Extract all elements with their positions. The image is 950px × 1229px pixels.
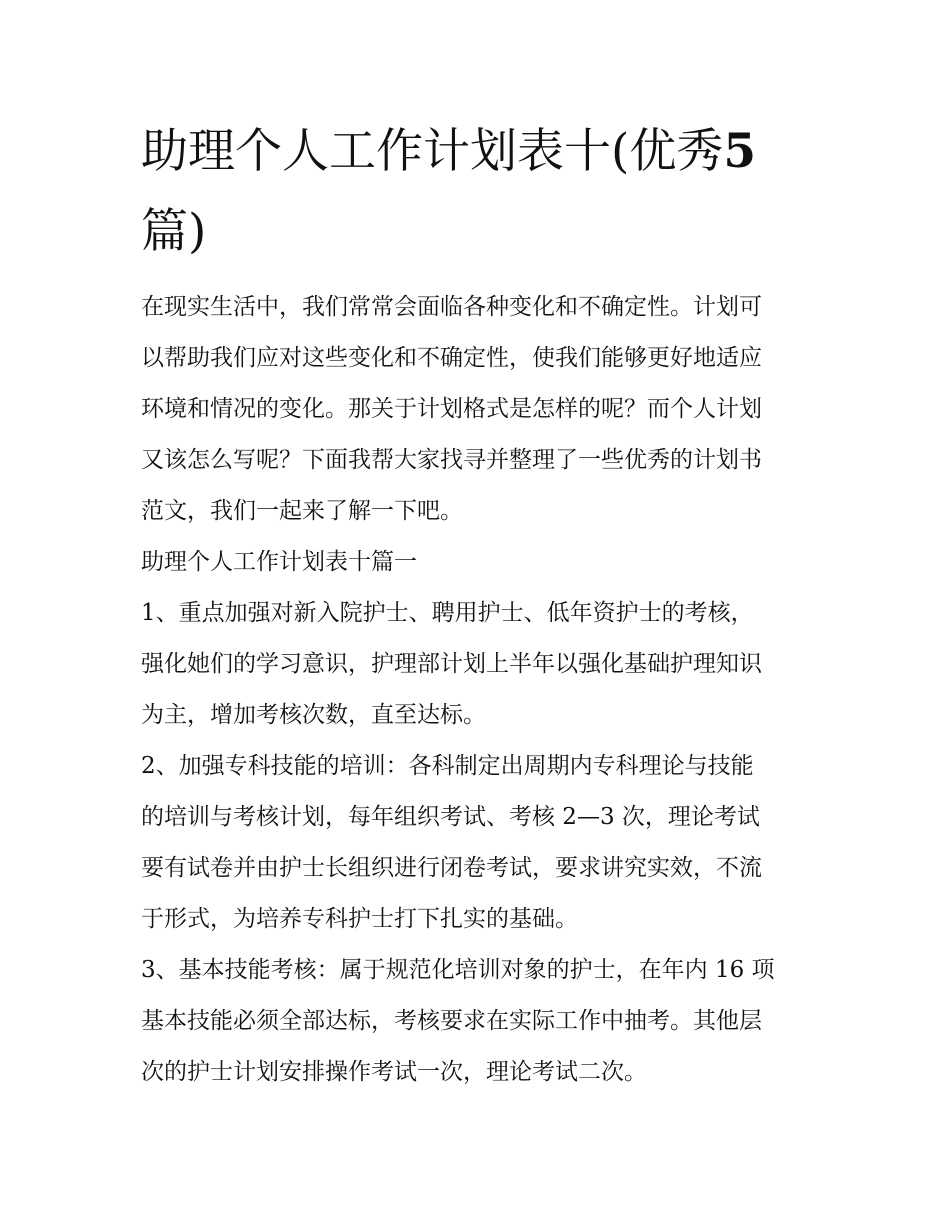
list-item-1 [141,588,821,741]
title-text-part1: 助理个人工作计划表十(优秀 [141,124,724,179]
list-item-line: 的培训与考核计划，每年组织考试、考核 2—3 次，理论考试 [141,804,760,830]
intro-line: 又该怎么写呢？下面我帮大家找寻并整理了一些优秀的计划书 [141,447,762,473]
intro-line: 环境和情况的变化。那关于计划格式是怎样的呢？而个人计划 [141,396,762,422]
list-item-line: 1、重点加强对新入院护士、聘用护士、低年资护士的考核， [141,600,754,626]
document-title [141,112,821,272]
title-number: 5 [723,124,757,179]
section-heading [141,537,821,588]
list-item-2 [141,741,821,945]
list-item-line: 于形式，为培养专科护士打下扎实的基础。 [141,906,578,932]
intro-line: 在现实生活中，我们常常会面临各种变化和不确定性。计划可 [141,294,762,320]
intro-paragraph [141,282,821,537]
document-body [141,282,821,1098]
list-item-line: 强化她们的学习意识，护理部计划上半年以强化基础护理知识 [141,651,762,677]
list-item-line: 3、基本技能考核：属于规范化培训对象的护士，在年内 16 项 [141,957,775,983]
list-item-line: 要有试卷并由护士长组织进行闭卷考试，要求讲究实效，不流 [141,855,762,881]
list-item-line: 次的护士计划安排操作考试一次，理论考试二次。 [141,1059,647,1085]
list-item-line: 2、加强专科技能的培训：各科制定出周期内专科理论与技能 [141,753,754,779]
list-item-line: 为主，增加考核次数，直至达标。 [141,702,486,728]
title-text-part2: 篇) [141,204,207,259]
intro-line: 范文，我们一起来了解一下吧。 [141,498,463,524]
list-item-line: 基本技能必须全部达标，考核要求在实际工作中抽考。其他层 [141,1008,762,1034]
list-item-3 [141,945,821,1098]
section-heading-text: 助理个人工作计划表十篇一 [141,549,417,575]
intro-line: 以帮助我们应对这些变化和不确定性，使我们能够更好地适应 [141,345,762,371]
